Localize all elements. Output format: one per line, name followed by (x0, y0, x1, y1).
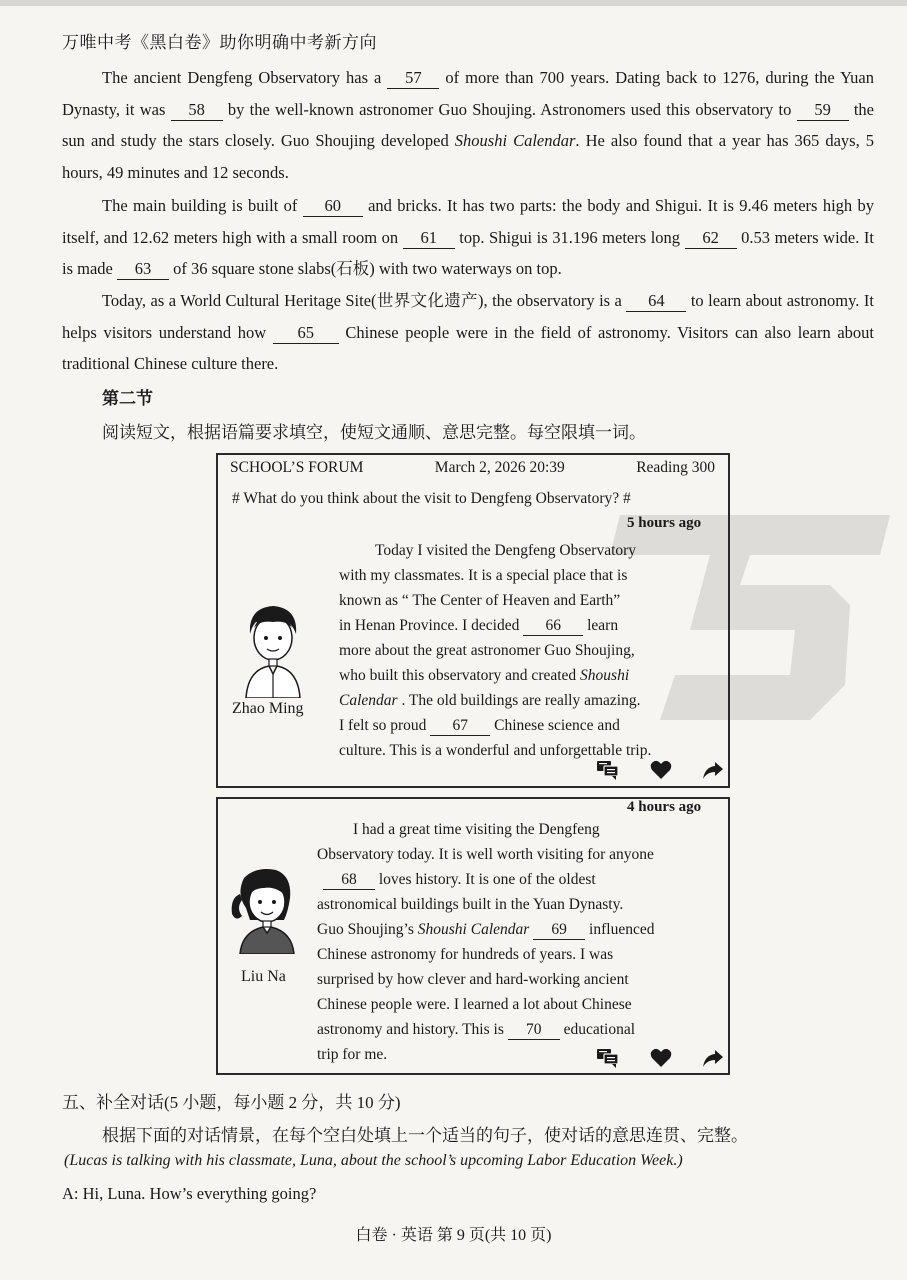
post-1-actions (596, 760, 724, 780)
blank-57[interactable]: 57 (387, 68, 439, 89)
dialogue-scene: (Lucas is talking with his classmate, Luna, about the school’s upcoming Labor Education Week.) (64, 1152, 683, 1169)
forum-topic: # What do you think about the visit to Dengfeng Observatory? # (232, 490, 631, 507)
comment-icon[interactable] (596, 760, 620, 780)
forum-header (230, 459, 715, 477)
post-2-time: 4 hours ago (627, 799, 702, 815)
blank-64[interactable]: 64 (626, 291, 686, 312)
blank-70[interactable]: 70 (508, 1021, 560, 1040)
dialogue-line-a: A: Hi, Luna. How’s everything going? (62, 1184, 317, 1203)
post-2-author: Liu Na (241, 968, 286, 985)
section-5-instruction: 根据下面的对话情景，在每个空白处填上一个适当的句子，使对话的意思连贯、完整。 (102, 1126, 748, 1145)
blank-69[interactable]: 69 (533, 921, 585, 940)
share-icon[interactable] (702, 760, 724, 780)
comment-icon[interactable] (596, 1048, 620, 1068)
post-2-body: I had a great time visiting the Dengfeng Observatory today. It is well worth visiting for anyone 68 loves history. It is one of the oldest astronomical buildings built in the Yuan Dynasty. Guo Shoujing’s Shoushi Calendar 69 influenced Chinese astronomy for hundreds of years. I was surprised by how clever and hard-working ancient Chinese people were. I learned a lot about Chinese astronomy and history. This is 70 educational trip for me. (317, 821, 655, 1063)
blank-65[interactable]: 65 (273, 323, 339, 344)
page-footer: 白卷 · 英语 第 9 页(共 10 页) (355, 1227, 552, 1244)
blank-66[interactable]: 66 (523, 617, 583, 636)
blank-62[interactable]: 62 (685, 228, 737, 249)
section-2-instruction: 阅读短文，根据语篇要求填空，使短文通顺、意思完整。每空限填一词。 (102, 423, 646, 442)
blank-67[interactable]: 67 (430, 717, 490, 736)
post-2-actions (596, 1048, 724, 1068)
page-header: 万唯中考《黑白卷》助你明确中考新方向 (62, 33, 377, 52)
share-icon[interactable] (702, 1048, 724, 1068)
passage-paragraph-1: The ancient Dengfeng Observatory has a 57 of more than 700 years. Dating back to 1276, during the Yuan Dynasty, it was 58 by the well-known astronomer Guo Shoujing. Astronomers used this observatory to 59 the sun and study the stars closely. Guo Shoujing developed Shoushi Calendar. He also found that a year has 365 days, 5 hours, 49 minutes and 12 seconds. (62, 68, 874, 182)
forum-name: SCHOOL’S FORUM (230, 459, 364, 476)
blank-58[interactable]: 58 (171, 100, 223, 121)
heart-icon[interactable] (650, 760, 672, 780)
girl-avatar (226, 864, 308, 954)
blank-60[interactable]: 60 (303, 196, 363, 217)
passage-paragraph-3: Today, as a World Cultural Heritage Site(世界文化遗产), the observatory is a 64 to learn about astronomy. It helps visitors understand how 65 Chinese people were in the field of astronomy. Visitors can also learn about traditional Chinese culture there. (62, 291, 874, 374)
blank-63[interactable]: 63 (117, 259, 169, 280)
blank-68[interactable]: 68 (323, 871, 375, 890)
heart-icon[interactable] (650, 1048, 672, 1068)
post-1-body: Today I visited the Dengfeng Observatory with my classmates. It is a special place that is known as “ The Center of Heaven and Earth” in Henan Province. I decided 66 learn more about the great astronomer Guo Shoujing, who built this observatory and created Shoushi Calendar . The old buildings are really amazing. I felt so proud 67 Chinese science and culture. This is a wonderful and unforgettable trip. (339, 542, 652, 759)
boy-avatar (242, 600, 304, 698)
passage-paragraph-2: The main building is built of 60 and bricks. It has two parts: the body and Shigui. It is 9.46 meters high by itself, and 12.62 meters high with a small room on 61 top. Shigui is 31.196 meters long 62 0.53 meters wide. It is made 63 of 36 square stone slabs(石板) with two waterways on top. (62, 196, 874, 279)
blank-61[interactable]: 61 (403, 228, 455, 249)
section-2-title: 第二节 (102, 389, 153, 408)
page-top-edge (0, 0, 907, 6)
post-1-author: Zhao Ming (232, 700, 304, 717)
post-1-time: 5 hours ago (627, 515, 702, 531)
section-5-title: 五、补全对话(5 小题，每小题 2 分，共 10 分) (62, 1093, 401, 1112)
forum-datetime: March 2, 2026 20:39 (434, 459, 565, 476)
forum-reading-count: Reading 300 (636, 459, 715, 476)
blank-59[interactable]: 59 (797, 100, 849, 121)
